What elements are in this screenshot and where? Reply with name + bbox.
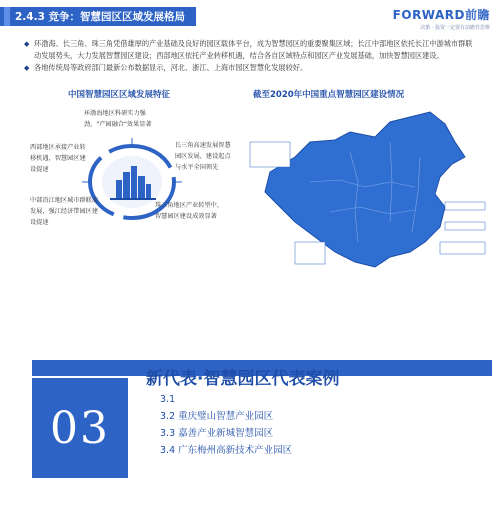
section-heading-bar <box>0 7 196 26</box>
brand-slogan: 决策 · 投资一定要有前瞻性思维 <box>420 25 490 31</box>
heading-square-marker <box>4 7 10 26</box>
left-panel-title: 中国智慧园区区域发展特征 <box>68 90 171 100</box>
bullet-item <box>24 38 474 62</box>
section-title: 新代表·智慧园区代表案例 <box>146 369 340 389</box>
feature-text: 西部地区承接产业转移机遇，智慧园区建设提速 <box>30 144 86 173</box>
brand-logo <box>393 6 490 31</box>
diamond-bullet-icon: ◆ <box>24 40 30 48</box>
bullet-item <box>24 62 474 74</box>
page-header <box>0 0 500 32</box>
summary-bullets <box>24 38 474 74</box>
diamond-bullet-icon: ◆ <box>24 64 30 72</box>
feature-yangtze <box>175 140 235 173</box>
section-cover <box>0 345 500 508</box>
toc-item[interactable]: 3.1 <box>160 394 176 405</box>
toc-item[interactable]: 3.2 重庆璧山智慧产业园区 <box>160 411 274 422</box>
section-heading: 2.4.3 竞争：智慧园区区域发展格局 <box>15 11 186 23</box>
feature-text: 环渤海地区科研实力强劲，"产园融合"效果显著 <box>84 110 152 128</box>
feature-text: 珠三角地区产业转型中，智慧园区建设成效显著 <box>155 202 224 220</box>
feature-bohai <box>84 108 164 130</box>
table-of-contents <box>160 391 292 459</box>
bullet-text: 环渤海、长三角、珠三角凭借雄厚的产业基础及良好的园区载体平台，成为智慧园区的重要聚集区域；长江中部地区依托长江中游城市群联动发展势头，大力发展智慧园区建设；西部地区依托产业转移机遇，结合各自区域特点和园区产业发展基础，加快智慧园区建设。 <box>34 39 473 60</box>
toc-item[interactable]: 3.3 嘉善产业新城智慧园区 <box>160 428 274 439</box>
section-number-box <box>32 378 128 478</box>
section-number: 03 <box>50 402 110 454</box>
toc-item[interactable]: 3.4 广东梅州高新技术产业园区 <box>160 445 293 456</box>
china-map <box>240 102 490 282</box>
right-panel-title: 截至2020年中国重点智慧园区建设情况 <box>253 90 405 100</box>
feature-text: 中部沿江地区城市群联动发展，强江经济带园区建设提速 <box>30 197 99 226</box>
feature-prd <box>155 200 229 222</box>
feature-central <box>30 195 102 228</box>
feature-west <box>30 142 90 175</box>
brand-name: FORWARD前瞻 <box>392 8 490 22</box>
bullet-text: 各地传统局等政府部门最新公布数据显示，河北、浙江、上海市园区智慧化发展较好。 <box>34 63 308 72</box>
feature-text: 长三角高速发展智慧园区发展，建设起点与水平全国领先 <box>175 142 231 171</box>
